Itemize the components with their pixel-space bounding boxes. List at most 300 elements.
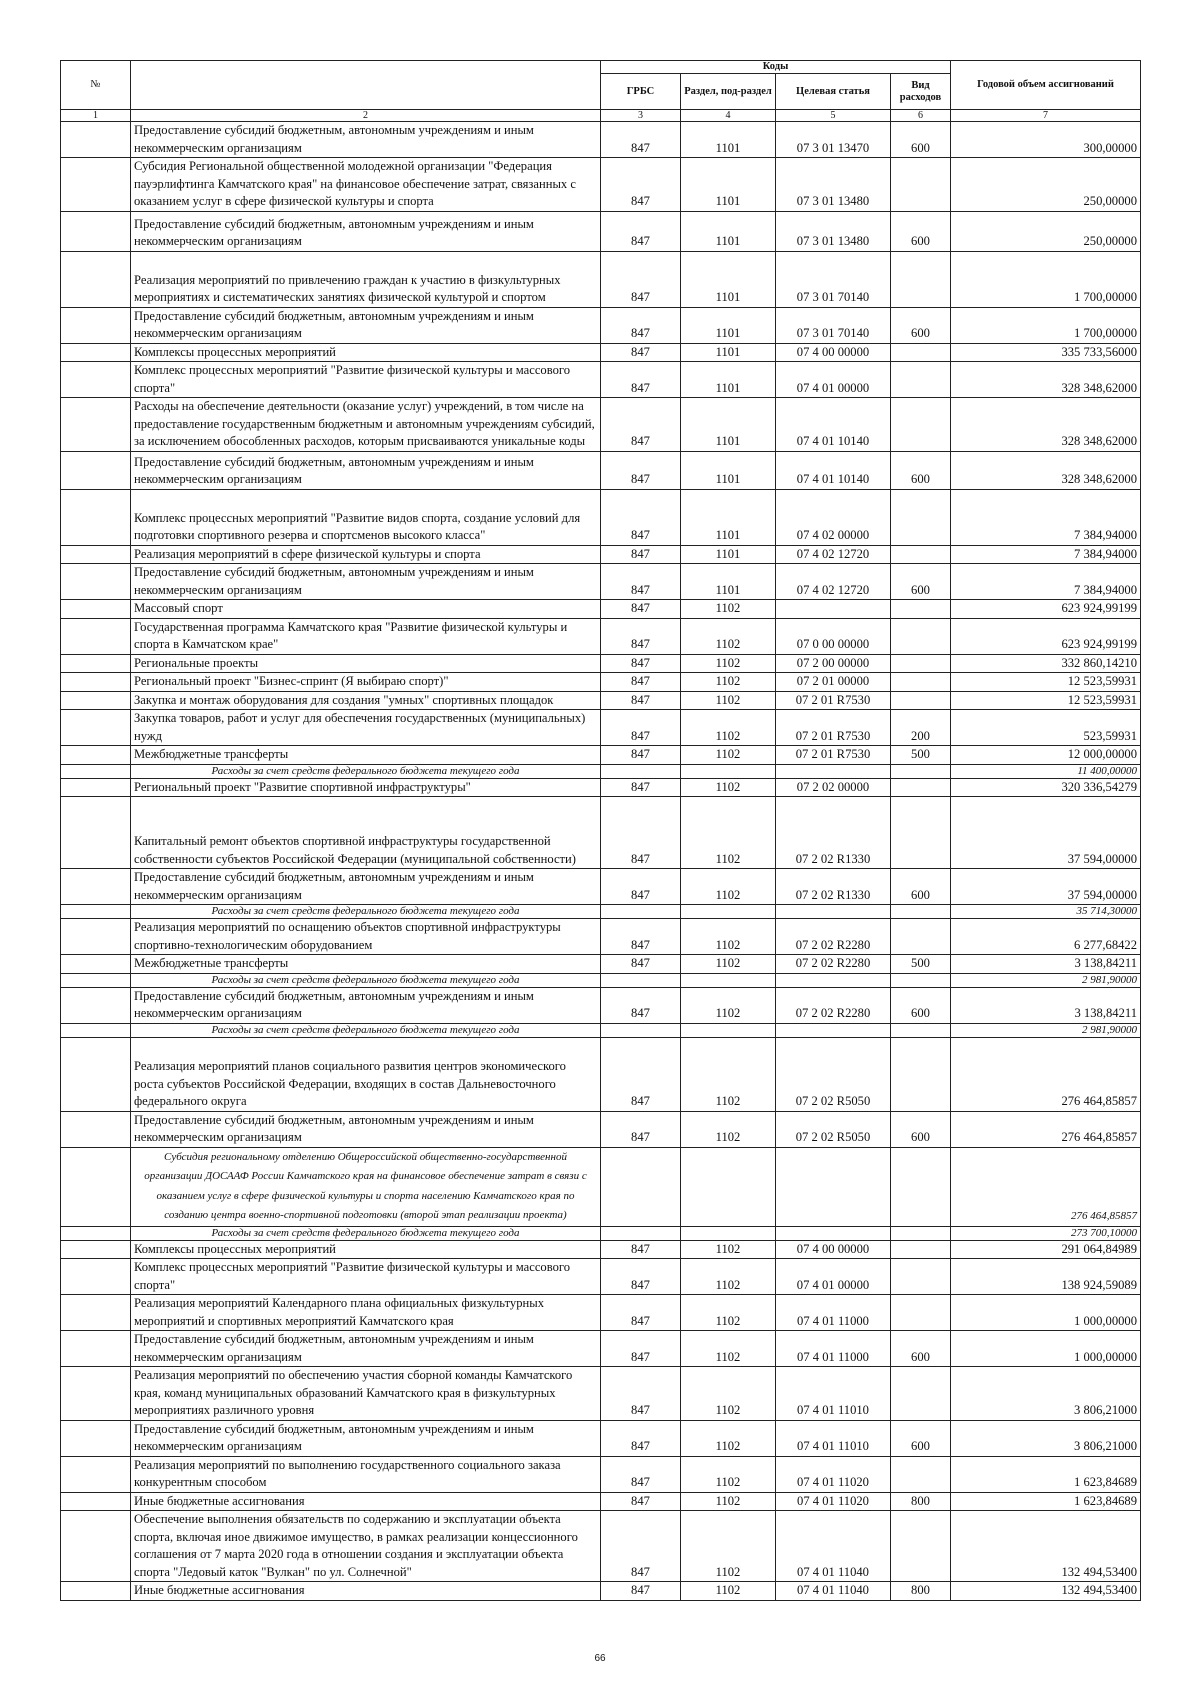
row-grbs-cell: 847: [601, 545, 681, 564]
row-target-cell: [776, 764, 891, 778]
row-razdel-cell: 1101: [681, 211, 776, 251]
row-target-cell: 07 2 02 R2280: [776, 919, 891, 955]
row-name-cell: Предоставление субсидий бюджетным, автономным учреждениям и иным некоммерческим организациям: [131, 211, 601, 251]
table-row: [61, 489, 1141, 545]
row-amount-cell: 3 138,84211: [951, 987, 1141, 1023]
row-amount-cell: 1 000,00000: [951, 1331, 1141, 1367]
table-row: [61, 122, 1141, 158]
row-amount-cell: 276 464,85857: [951, 1147, 1141, 1226]
row-vid-cell: [891, 1259, 951, 1295]
row-name-cell: Комплексы процессных мероприятий: [131, 343, 601, 362]
row-number-cell: [61, 564, 131, 600]
row-grbs-cell: [601, 1226, 681, 1240]
row-vid-cell: [891, 654, 951, 673]
row-name-cell: Предоставление субсидий бюджетным, автономным учреждениям и иным некоммерческим организациям: [131, 307, 601, 343]
row-razdel-cell: 1102: [681, 710, 776, 746]
row-name-cell: Реализация мероприятий по выполнению государственного социального заказа конкурентным способом: [131, 1456, 601, 1492]
row-razdel-cell: 1101: [681, 451, 776, 489]
row-number-cell: [61, 905, 131, 919]
row-target-cell: 07 4 00 00000: [776, 1240, 891, 1259]
row-vid-cell: [891, 1147, 951, 1226]
row-razdel-cell: 1101: [681, 545, 776, 564]
row-razdel-cell: 1102: [681, 778, 776, 797]
table-row: [61, 1295, 1141, 1331]
row-name-cell: Региональный проект "Развитие спортивной инфраструктуры": [131, 778, 601, 797]
row-vid-cell: [891, 919, 951, 955]
table-row: [61, 778, 1141, 797]
row-razdel-cell: 1102: [681, 746, 776, 765]
row-number-cell: [61, 489, 131, 545]
row-amount-cell: 250,00000: [951, 158, 1141, 212]
row-amount-cell: 1 700,00000: [951, 307, 1141, 343]
row-amount-cell: 273 700,10000: [951, 1226, 1141, 1240]
row-vid-cell: [891, 797, 951, 869]
row-vid-cell: [891, 1226, 951, 1240]
row-amount-cell: 276 464,85857: [951, 1037, 1141, 1111]
row-name-cell: Реализация мероприятий по оснащению объектов спортивной инфраструктуры спортивно-технологическим оборудованием: [131, 919, 601, 955]
row-razdel-cell: 1101: [681, 564, 776, 600]
row-target-cell: 07 4 01 10140: [776, 398, 891, 452]
row-grbs-cell: [601, 905, 681, 919]
row-name-cell: Межбюджетные трансферты: [131, 955, 601, 974]
row-razdel-cell: 1102: [681, 618, 776, 654]
table-row: [61, 955, 1141, 974]
row-number-cell: [61, 919, 131, 955]
row-amount-cell: 2 981,90000: [951, 973, 1141, 987]
row-name-cell: Капитальный ремонт объектов спортивной инфраструктуры государственной собственности субъектов Российской Федерации (муниципальной собственности): [131, 797, 601, 869]
col-number: 5: [776, 110, 891, 122]
table-row: [61, 1492, 1141, 1511]
row-number-cell: [61, 869, 131, 905]
row-razdel-cell: 1102: [681, 654, 776, 673]
row-amount-cell: 138 924,59089: [951, 1259, 1141, 1295]
row-target-cell: 07 3 01 13480: [776, 158, 891, 212]
row-target-cell: 07 2 01 R7530: [776, 746, 891, 765]
table-row: [61, 673, 1141, 692]
header-codes: Коды: [601, 61, 951, 74]
row-target-cell: [776, 600, 891, 619]
table-row: [61, 1037, 1141, 1111]
table-row: [61, 1023, 1141, 1037]
row-target-cell: 07 4 01 00000: [776, 362, 891, 398]
row-grbs-cell: 847: [601, 122, 681, 158]
table-row: [61, 307, 1141, 343]
table-row: [61, 1226, 1141, 1240]
row-grbs-cell: 847: [601, 778, 681, 797]
row-name-cell: Региональные проекты: [131, 654, 601, 673]
row-razdel-cell: 1102: [681, 1367, 776, 1421]
table-row: [61, 545, 1141, 564]
row-vid-cell: 600: [891, 307, 951, 343]
row-amount-cell: 132 494,53400: [951, 1582, 1141, 1601]
header-target: Целевая статья: [776, 74, 891, 110]
header-volume: Годовой объем ассигнований: [951, 61, 1141, 110]
row-target-cell: 07 4 01 11020: [776, 1456, 891, 1492]
row-vid-cell: 800: [891, 1492, 951, 1511]
row-target-cell: 07 4 00 00000: [776, 343, 891, 362]
table-row: [61, 1147, 1141, 1226]
row-grbs-cell: 847: [601, 307, 681, 343]
row-target-cell: 07 2 02 R1330: [776, 797, 891, 869]
row-vid-cell: [891, 778, 951, 797]
row-amount-cell: 7 384,94000: [951, 564, 1141, 600]
table-row: [61, 973, 1141, 987]
table-row: [61, 1111, 1141, 1147]
row-number-cell: [61, 1367, 131, 1421]
row-number-cell: [61, 1259, 131, 1295]
col-number: 7: [951, 110, 1141, 122]
row-target-cell: 07 4 01 11040: [776, 1511, 891, 1582]
row-amount-cell: 37 594,00000: [951, 797, 1141, 869]
row-razdel-cell: 1101: [681, 362, 776, 398]
row-name-cell: Расходы за счет средств федерального бюджета текущего года: [131, 764, 601, 778]
row-target-cell: [776, 1023, 891, 1037]
row-amount-cell: 12 000,00000: [951, 746, 1141, 765]
row-target-cell: 07 2 02 R5050: [776, 1111, 891, 1147]
row-razdel-cell: 1102: [681, 1582, 776, 1601]
row-number-cell: [61, 1582, 131, 1601]
row-vid-cell: [891, 764, 951, 778]
row-razdel-cell: 1101: [681, 251, 776, 307]
table-row: [61, 1456, 1141, 1492]
row-amount-cell: 1 700,00000: [951, 251, 1141, 307]
row-target-cell: 07 2 01 00000: [776, 673, 891, 692]
row-amount-cell: 328 348,62000: [951, 398, 1141, 452]
table-row: [61, 691, 1141, 710]
row-amount-cell: 37 594,00000: [951, 869, 1141, 905]
row-amount-cell: 12 523,59931: [951, 673, 1141, 692]
row-number-cell: [61, 1037, 131, 1111]
budget-document: [60, 60, 1140, 1601]
row-amount-cell: 291 064,84989: [951, 1240, 1141, 1259]
row-razdel-cell: 1102: [681, 1331, 776, 1367]
row-name-cell: Комплекс процессных мероприятий "Развитие видов спорта, создание условий для подготовки спортивного резерва и спортсменов высокого класса": [131, 489, 601, 545]
row-target-cell: 07 2 01 R7530: [776, 710, 891, 746]
header-vid: Вид расходов: [891, 74, 951, 110]
row-vid-cell: [891, 691, 951, 710]
row-vid-cell: [891, 398, 951, 452]
row-amount-cell: 623 924,99199: [951, 600, 1141, 619]
row-amount-cell: 523,59931: [951, 710, 1141, 746]
row-grbs-cell: 847: [601, 746, 681, 765]
row-grbs-cell: 847: [601, 362, 681, 398]
row-vid-cell: 600: [891, 1420, 951, 1456]
row-grbs-cell: 847: [601, 673, 681, 692]
row-amount-cell: 6 277,68422: [951, 919, 1141, 955]
row-vid-cell: [891, 158, 951, 212]
table-row: [61, 618, 1141, 654]
row-amount-cell: 1 000,00000: [951, 1295, 1141, 1331]
row-number-cell: [61, 955, 131, 974]
table-row: [61, 362, 1141, 398]
row-vid-cell: [891, 489, 951, 545]
table-row: [61, 1511, 1141, 1582]
row-grbs-cell: 847: [601, 919, 681, 955]
row-grbs-cell: 847: [601, 1367, 681, 1421]
row-amount-cell: 328 348,62000: [951, 362, 1141, 398]
row-razdel-cell: 1101: [681, 158, 776, 212]
table-row: [61, 251, 1141, 307]
row-razdel-cell: [681, 1147, 776, 1226]
row-number-cell: [61, 764, 131, 778]
row-razdel-cell: 1102: [681, 673, 776, 692]
row-grbs-cell: 847: [601, 1037, 681, 1111]
row-name-cell: Предоставление субсидий бюджетным, автономным учреждениям и иным некоммерческим организациям: [131, 1331, 601, 1367]
row-number-cell: [61, 797, 131, 869]
row-target-cell: 07 3 01 13480: [776, 211, 891, 251]
row-target-cell: [776, 1226, 891, 1240]
row-number-cell: [61, 746, 131, 765]
row-grbs-cell: 847: [601, 1111, 681, 1147]
row-grbs-cell: 847: [601, 211, 681, 251]
row-razdel-cell: 1101: [681, 122, 776, 158]
row-razdel-cell: 1102: [681, 1511, 776, 1582]
row-grbs-cell: 847: [601, 489, 681, 545]
row-amount-cell: 7 384,94000: [951, 545, 1141, 564]
row-target-cell: 07 3 01 70140: [776, 251, 891, 307]
table-row: [61, 987, 1141, 1023]
row-name-cell: Реализация мероприятий Календарного плана официальных физкультурных мероприятий и спортивных мероприятий Камчатского края: [131, 1295, 601, 1331]
row-target-cell: 07 4 01 11040: [776, 1582, 891, 1601]
row-razdel-cell: 1101: [681, 489, 776, 545]
row-grbs-cell: 847: [601, 1492, 681, 1511]
row-vid-cell: 600: [891, 987, 951, 1023]
col-number: 6: [891, 110, 951, 122]
row-vid-cell: [891, 1240, 951, 1259]
row-vid-cell: [891, 362, 951, 398]
row-vid-cell: 600: [891, 1111, 951, 1147]
row-vid-cell: 600: [891, 869, 951, 905]
row-amount-cell: 3 806,21000: [951, 1367, 1141, 1421]
row-grbs-cell: 847: [601, 987, 681, 1023]
row-name-cell: Предоставление субсидий бюджетным, автономным учреждениям и иным некоммерческим организациям: [131, 122, 601, 158]
row-amount-cell: 332 860,14210: [951, 654, 1141, 673]
row-razdel-cell: 1101: [681, 307, 776, 343]
row-name-cell: Комплексы процессных мероприятий: [131, 1240, 601, 1259]
row-number-cell: [61, 973, 131, 987]
row-name-cell: Реализация мероприятий по обеспечению участия сборной команды Камчатского края, команд муниципальных образований Камчатского края в физкультурных мероприятиях различного уровня: [131, 1367, 601, 1421]
row-name-cell: Расходы за счет средств федерального бюджета текущего года: [131, 905, 601, 919]
row-vid-cell: [891, 973, 951, 987]
row-number-cell: [61, 362, 131, 398]
row-amount-cell: 132 494,53400: [951, 1511, 1141, 1582]
header-grbs: ГРБС: [601, 74, 681, 110]
row-amount-cell: 11 400,00000: [951, 764, 1141, 778]
table-header: [61, 61, 1141, 122]
table-row: [61, 654, 1141, 673]
row-number-cell: [61, 778, 131, 797]
row-name-cell: Расходы за счет средств федерального бюджета текущего года: [131, 973, 601, 987]
row-vid-cell: [891, 1511, 951, 1582]
row-vid-cell: [891, 545, 951, 564]
row-razdel-cell: [681, 1023, 776, 1037]
table-body: [61, 122, 1141, 1601]
table-row: [61, 600, 1141, 619]
row-vid-cell: [891, 1295, 951, 1331]
row-name-cell: Региональный проект "Бизнес-спринт (Я выбираю спорт)": [131, 673, 601, 692]
row-grbs-cell: 847: [601, 1259, 681, 1295]
row-vid-cell: 600: [891, 564, 951, 600]
row-razdel-cell: 1102: [681, 1240, 776, 1259]
row-grbs-cell: 847: [601, 869, 681, 905]
row-target-cell: [776, 1147, 891, 1226]
row-amount-cell: 2 981,90000: [951, 1023, 1141, 1037]
row-amount-cell: 35 714,30000: [951, 905, 1141, 919]
row-grbs-cell: 847: [601, 251, 681, 307]
row-target-cell: 07 4 01 11000: [776, 1295, 891, 1331]
row-vid-cell: [891, 1023, 951, 1037]
row-razdel-cell: 1101: [681, 343, 776, 362]
row-grbs-cell: 847: [601, 398, 681, 452]
row-target-cell: 07 2 02 R2280: [776, 987, 891, 1023]
row-number-cell: [61, 654, 131, 673]
row-name-cell: Закупка товаров, работ и услуг для обеспечения государственных (муниципальных) нужд: [131, 710, 601, 746]
header-razdel: Раздел, под-раздел: [681, 74, 776, 110]
row-razdel-cell: 1101: [681, 398, 776, 452]
row-target-cell: [776, 973, 891, 987]
row-vid-cell: [891, 618, 951, 654]
row-number-cell: [61, 1147, 131, 1226]
row-target-cell: 07 4 01 11010: [776, 1367, 891, 1421]
row-grbs-cell: 847: [601, 1511, 681, 1582]
row-vid-cell: [891, 905, 951, 919]
row-grbs-cell: 847: [601, 158, 681, 212]
row-number-cell: [61, 343, 131, 362]
row-grbs-cell: 847: [601, 710, 681, 746]
column-numbers-row: [61, 110, 1141, 122]
row-number-cell: [61, 673, 131, 692]
row-target-cell: 07 4 01 11020: [776, 1492, 891, 1511]
row-amount-cell: 3 138,84211: [951, 955, 1141, 974]
row-grbs-cell: [601, 1023, 681, 1037]
row-razdel-cell: 1102: [681, 955, 776, 974]
row-vid-cell: 500: [891, 955, 951, 974]
row-name-cell: Иные бюджетные ассигнования: [131, 1492, 601, 1511]
table-row: [61, 919, 1141, 955]
col-number: 2: [131, 110, 601, 122]
row-target-cell: 07 4 01 10140: [776, 451, 891, 489]
row-razdel-cell: 1102: [681, 919, 776, 955]
row-name-cell: Обеспечение выполнения обязательств по содержанию и эксплуатации объекта спорта, включая иное движимое имущество, в рамках реализации концессионного соглашения от 7 марта 2020 года в отношении создания и эксплуатации объекта спорта "Ледовый каток "Вулкан" по ул. Солнечной": [131, 1511, 601, 1582]
table-row: [61, 343, 1141, 362]
row-amount-cell: 7 384,94000: [951, 489, 1141, 545]
row-number-cell: [61, 618, 131, 654]
row-name-cell: Предоставление субсидий бюджетным, автономным учреждениям и иным некоммерческим организациям: [131, 1420, 601, 1456]
row-grbs-cell: 847: [601, 600, 681, 619]
row-razdel-cell: 1102: [681, 1111, 776, 1147]
table-row: [61, 564, 1141, 600]
row-target-cell: 07 4 02 12720: [776, 564, 891, 600]
row-amount-cell: 276 464,85857: [951, 1111, 1141, 1147]
row-amount-cell: 623 924,99199: [951, 618, 1141, 654]
row-vid-cell: [891, 1367, 951, 1421]
table-row: [61, 1367, 1141, 1421]
row-number-cell: [61, 1492, 131, 1511]
row-grbs-cell: 847: [601, 1331, 681, 1367]
row-amount-cell: 1 623,84689: [951, 1456, 1141, 1492]
row-number-cell: [61, 307, 131, 343]
header-name: [131, 61, 601, 110]
row-target-cell: 07 4 02 12720: [776, 545, 891, 564]
row-amount-cell: 335 733,56000: [951, 343, 1141, 362]
row-name-cell: Расходы на обеспечение деятельности (оказание услуг) учреждений, в том числе на предоставление государственным бюджетным и автономным учреждениям субсидий, за исключением обособленных расходов, которым присваиваются уникальные коды: [131, 398, 601, 452]
row-razdel-cell: 1102: [681, 1456, 776, 1492]
row-number-cell: [61, 1511, 131, 1582]
row-name-cell: Государственная программа Камчатского края "Развитие физической культуры и спорта в Камчатском крае": [131, 618, 601, 654]
row-target-cell: 07 2 02 R2280: [776, 955, 891, 974]
row-amount-cell: 1 623,84689: [951, 1492, 1141, 1511]
row-grbs-cell: 847: [601, 955, 681, 974]
row-target-cell: 07 2 02 R5050: [776, 1037, 891, 1111]
page-number: 66: [594, 1653, 606, 1664]
table-row: [61, 1240, 1141, 1259]
row-target-cell: 07 4 02 00000: [776, 489, 891, 545]
row-target-cell: 07 0 00 00000: [776, 618, 891, 654]
row-grbs-cell: [601, 764, 681, 778]
table-row: [61, 710, 1141, 746]
row-name-cell: Комплекс процессных мероприятий "Развитие физической культуры и массового спорта": [131, 362, 601, 398]
row-vid-cell: 600: [891, 211, 951, 251]
row-target-cell: 07 4 01 11010: [776, 1420, 891, 1456]
row-name-cell: Межбюджетные трансферты: [131, 746, 601, 765]
row-name-cell: Предоставление субсидий бюджетным, автономным учреждениям и иным некоммерческим организациям: [131, 869, 601, 905]
row-razdel-cell: 1102: [681, 1037, 776, 1111]
row-number-cell: [61, 398, 131, 452]
row-vid-cell: [891, 343, 951, 362]
row-target-cell: 07 3 01 70140: [776, 307, 891, 343]
row-grbs-cell: 847: [601, 797, 681, 869]
row-razdel-cell: 1102: [681, 1492, 776, 1511]
row-number-cell: [61, 710, 131, 746]
row-razdel-cell: 1102: [681, 1420, 776, 1456]
row-grbs-cell: 847: [601, 1295, 681, 1331]
row-vid-cell: 800: [891, 1582, 951, 1601]
table-row: [61, 211, 1141, 251]
budget-table: [60, 60, 1141, 1601]
row-vid-cell: 600: [891, 122, 951, 158]
row-number-cell: [61, 451, 131, 489]
row-amount-cell: 328 348,62000: [951, 451, 1141, 489]
row-target-cell: [776, 905, 891, 919]
table-row: [61, 746, 1141, 765]
row-razdel-cell: [681, 905, 776, 919]
row-razdel-cell: 1102: [681, 987, 776, 1023]
row-number-cell: [61, 691, 131, 710]
table-row: [61, 158, 1141, 212]
row-grbs-cell: 847: [601, 691, 681, 710]
row-razdel-cell: 1102: [681, 797, 776, 869]
row-number-cell: [61, 122, 131, 158]
row-name-cell: Предоставление субсидий бюджетным, автономным учреждениям и иным некоммерческим организациям: [131, 451, 601, 489]
row-vid-cell: 600: [891, 1331, 951, 1367]
row-amount-cell: 320 336,54279: [951, 778, 1141, 797]
row-grbs-cell: [601, 1147, 681, 1226]
row-vid-cell: 200: [891, 710, 951, 746]
row-vid-cell: 500: [891, 746, 951, 765]
row-name-cell: Массовый спорт: [131, 600, 601, 619]
col-number: 4: [681, 110, 776, 122]
table-row: [61, 1259, 1141, 1295]
row-razdel-cell: 1102: [681, 600, 776, 619]
row-name-cell: Реализация мероприятий планов социального развития центров экономического роста субъектов Российской Федерации, входящих в состав Дальневосточного федерального округа: [131, 1037, 601, 1111]
row-razdel-cell: [681, 973, 776, 987]
col-number: 3: [601, 110, 681, 122]
table-row: [61, 1582, 1141, 1601]
row-number-cell: [61, 1420, 131, 1456]
row-number-cell: [61, 251, 131, 307]
row-name-cell: Расходы за счет средств федерального бюджета текущего года: [131, 1226, 601, 1240]
row-target-cell: 07 4 01 11000: [776, 1331, 891, 1367]
